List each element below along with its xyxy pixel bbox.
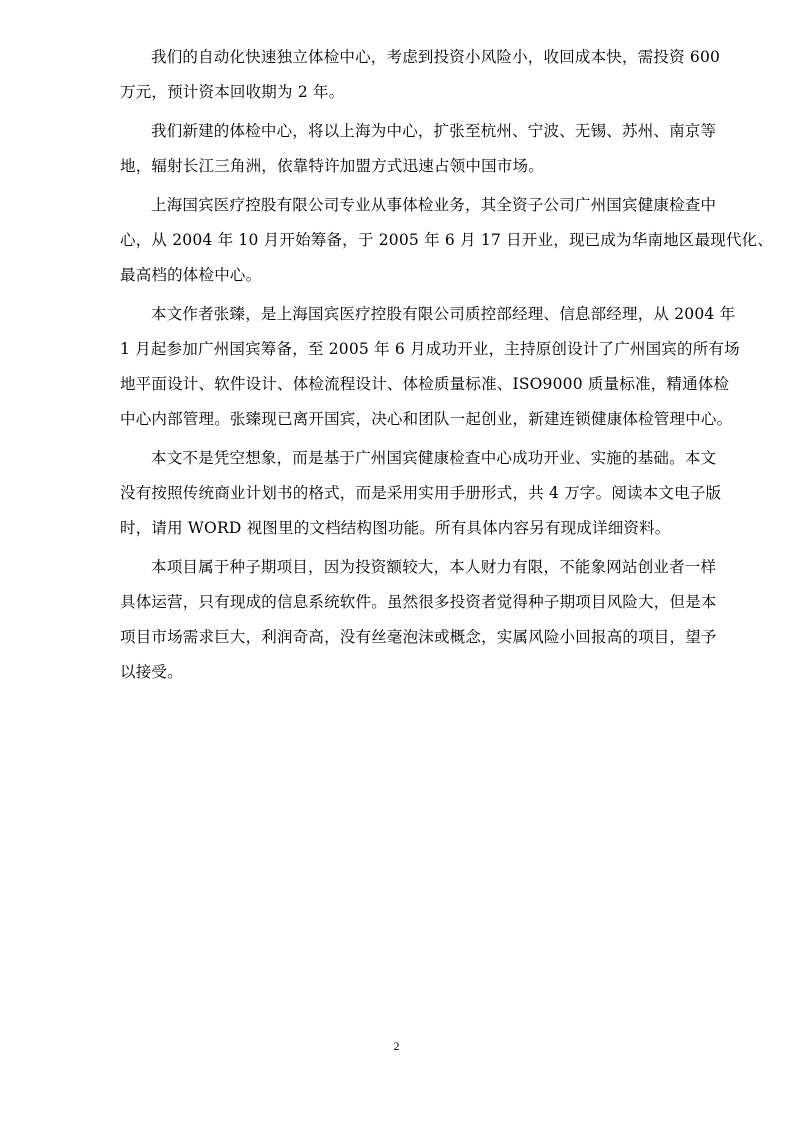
text-line: 最高档的体检中心。: [120, 266, 262, 284]
text-line: 我们新建的体检中心，将以上海为中心，扩张至杭州、宁波、无锡、苏州、南京等: [151, 122, 717, 140]
text-line: 1 月起参加广州国宾筹备，至 2005 年 6 月成功开业，主持原创设计了广州国宾的所有场: [120, 340, 740, 358]
text-line: 本项目属于种子期项目，因为投资额较大，本人财力有限，不能象网站创业者一样: [151, 558, 717, 576]
paragraph-author: [120, 297, 740, 437]
paragraph-seed-stage: [120, 550, 740, 690]
text-line: 项目市场需求巨大，利润奇高，没有丝毫泡沫或概念，实属风险小回报高的项目，望予: [120, 628, 717, 646]
text-line: 中心内部管理。张臻现已离开国宾，决心和团队一起创业，新建连锁健康体检管理中心。: [120, 410, 733, 428]
text-line: 地平面设计、软件设计、体检流程设计、体检质量标准、ISO9000 质量标准，精通体检: [120, 375, 730, 393]
text-line: 上海国宾医疗控股有限公司专业从事体检业务，其全资子公司广州国宾健康检查中: [151, 196, 717, 214]
document-body: [120, 40, 774, 694]
text-line: 没有按照传统商业计划书的格式，而是采用实用手册形式，共 4 万字。阅读本文电子版: [120, 484, 722, 502]
text-line: 具体运营，只有现成的信息系统软件。虽然很多投资者觉得种子期项目风险大，但是本: [120, 593, 717, 611]
text-line: 地，辐射长江三角洲，依靠特许加盟方式迅速占领中国市场。: [120, 157, 544, 175]
text-line: 本文不是凭空想象，而是基于广州国宾健康检查中心成功开业、实施的基础。本文: [151, 449, 717, 467]
text-line: 万元，预计资本回收期为 2 年。: [120, 83, 345, 101]
paragraph-expansion: [120, 114, 740, 184]
page-number: 2: [393, 1039, 400, 1053]
paragraph-company: [120, 188, 774, 293]
paragraph-document-basis: [120, 441, 740, 546]
text-line: 时，请用 WORD 视图里的文档结构图功能。所有具体内容另有现成详细资料。: [120, 519, 671, 537]
text-line: 以接受。: [120, 663, 183, 681]
text-line: 我们的自动化快速独立体检中心，考虑到投资小风险小，收回成本快，需投资 600: [151, 48, 721, 66]
text-line: 心，从 2004 年 10 月开始筹备，于 2005 年 6 月 17 日开业，现已成为华南地区最现代化、: [120, 231, 774, 249]
text-line: 本文作者张臻，是上海国宾医疗控股有限公司质控部经理、信息部经理，从 2004 年: [151, 305, 736, 323]
paragraph-investment: [120, 40, 740, 110]
